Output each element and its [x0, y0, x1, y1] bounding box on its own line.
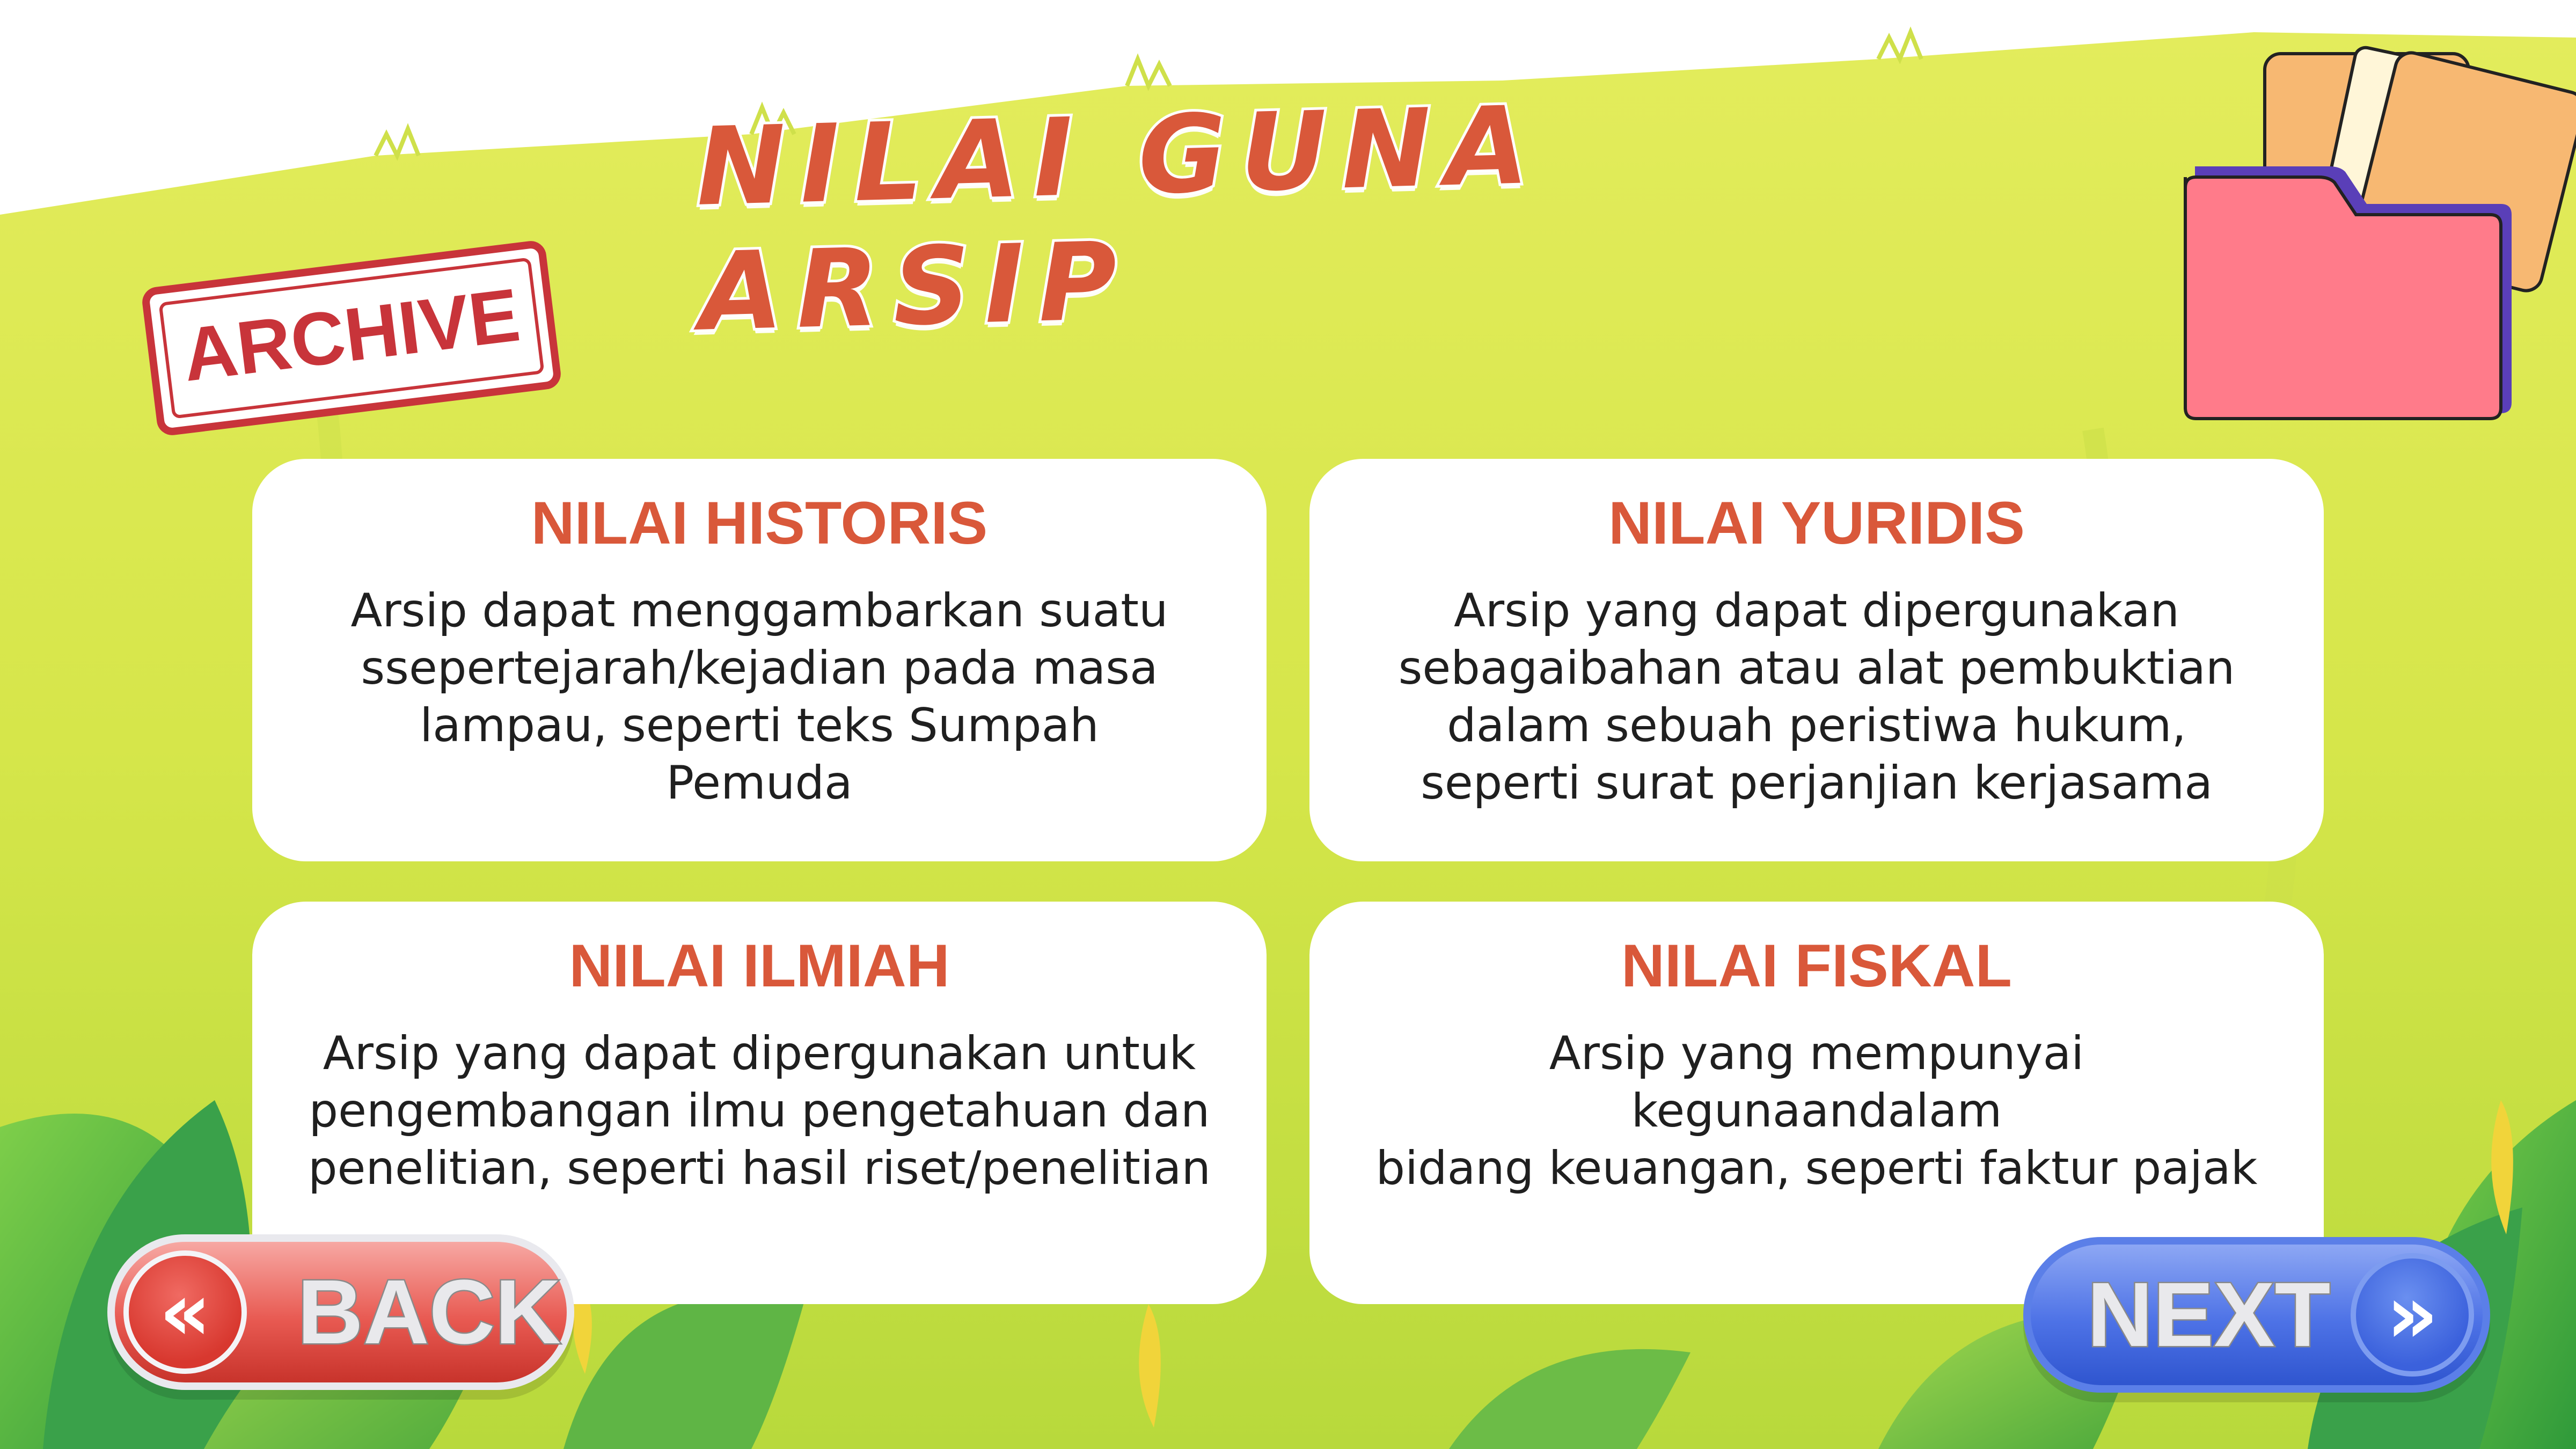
card-line: dalam sebuah peristiwa hukum,	[1447, 699, 2186, 752]
card-title: NILAI YURIDIS	[1608, 489, 2025, 557]
back-button-label: BACK	[297, 1261, 561, 1363]
double-chevron-left-icon: «	[123, 1250, 247, 1374]
page-title: NILAI GUNA ARSIP	[694, 83, 1544, 355]
card-line: bidang keuangan, seperti faktur pajak	[1375, 1141, 2258, 1195]
card-description	[301, 1025, 1218, 1197]
card-line: Pemuda	[666, 756, 853, 810]
next-button[interactable]	[2023, 1237, 2490, 1393]
card-line: sebagaibahan atau alat pembuktian	[1398, 641, 2235, 695]
card-description	[1358, 582, 2275, 812]
card-line: lampau, seperti teks Sumpah	[420, 699, 1099, 752]
card-description	[301, 582, 1218, 812]
card-title: NILAI FISKAL	[1621, 932, 2012, 999]
card-description	[1358, 1025, 2275, 1197]
card-line: Arsip yang dapat dipergunakan	[1453, 584, 2180, 638]
card-line: pengembangan ilmu pengetahuan dan	[309, 1084, 1210, 1138]
card-line: seperti surat perjanjian kerjasama	[1421, 756, 2213, 810]
card-nilai-yuridis	[1309, 459, 2324, 861]
next-button-label: NEXT	[2087, 1264, 2331, 1366]
back-button[interactable]	[107, 1234, 574, 1390]
folder-icon	[2179, 38, 2576, 424]
card-line: Arsip yang dapat dipergunakan untuk	[323, 1027, 1196, 1080]
double-chevron-right-icon: »	[2351, 1253, 2474, 1377]
card-line: Arsip dapat menggambarkan suatu	[350, 584, 1168, 638]
card-line: ssepertejarah/kejadian pada masa	[361, 641, 1158, 695]
card-line: penelitian, seperti hasil riset/penelitian	[308, 1141, 1211, 1195]
card-nilai-historis	[252, 459, 1267, 861]
card-title: NILAI HISTORIS	[531, 489, 988, 557]
card-line: Arsip yang mempunyai kegunaandalam	[1549, 1027, 2084, 1138]
stamp-text: ARCHIVE	[178, 272, 524, 397]
card-title: NILAI ILMIAH	[569, 932, 950, 999]
